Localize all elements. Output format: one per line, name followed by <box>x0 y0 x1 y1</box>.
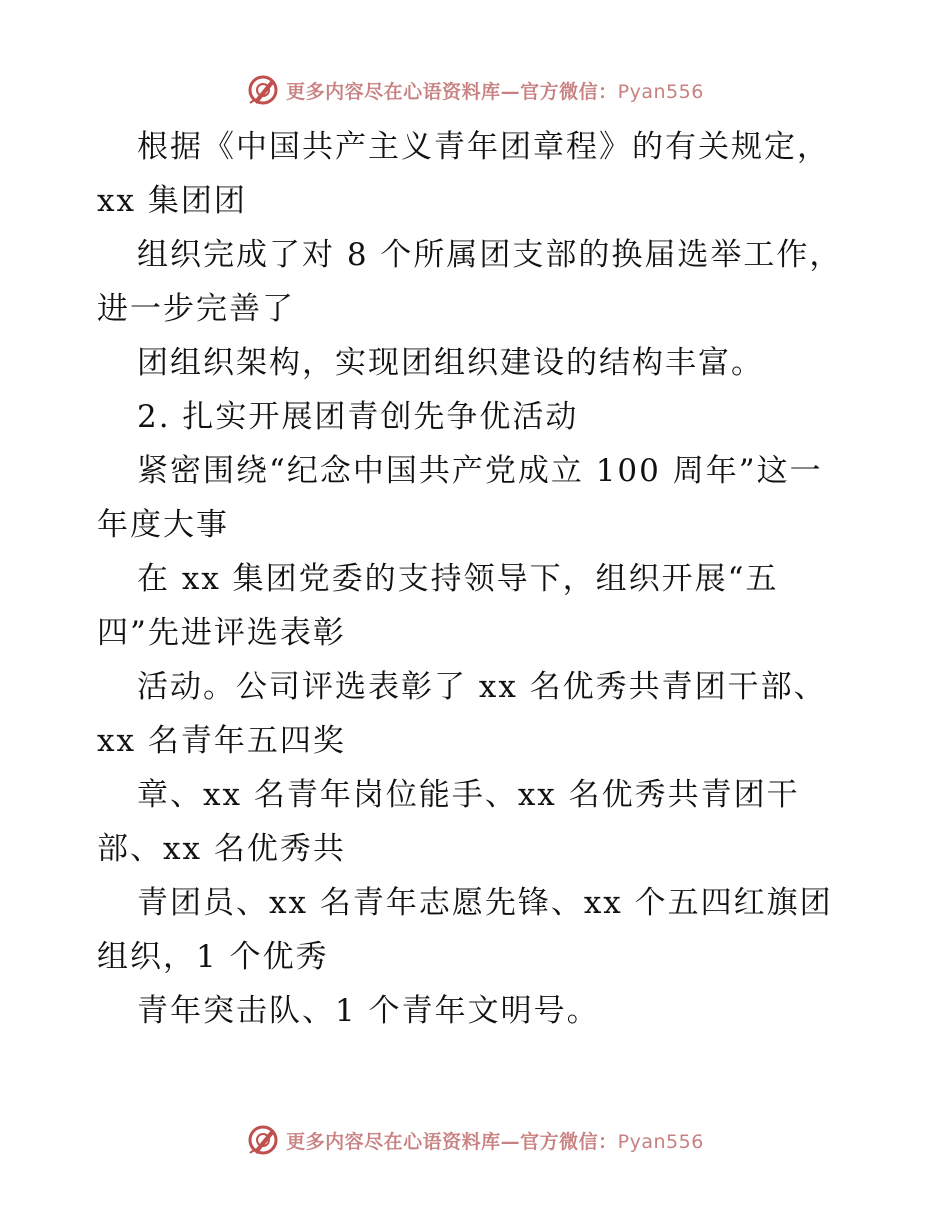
body-line: 青年突击队、1 个青年文明号。 <box>137 993 600 1029</box>
header-banner-text <box>286 77 704 104</box>
pen-logo-icon <box>246 1123 280 1157</box>
header-banner-inner <box>246 73 704 107</box>
section-heading: 2. 扎实开展团青创先争优活动 <box>137 399 579 435</box>
body-line: 根据《中国共产主义青年团章程》的有关规定， <box>137 129 830 165</box>
body-line: 年度大事 <box>97 507 229 543</box>
footer-banner-label: 更多内容尽在心语资料库—官方微信： <box>286 1130 618 1153</box>
body-line: 进一步完善了 <box>97 291 295 327</box>
header-banner <box>0 70 950 110</box>
document-body <box>97 120 857 1038</box>
header-banner-id: Pyan556 <box>617 80 704 103</box>
body-line: 青团员、xx 名青年志愿先锋、xx 个五四红旗团 <box>137 885 833 921</box>
body-line: 紧密围绕“纪念中国共产党成立 100 周年”这一 <box>137 453 823 489</box>
footer-banner-id: Pyan556 <box>617 1130 704 1153</box>
header-banner-label: 更多内容尽在心语资料库—官方微信： <box>286 80 618 103</box>
footer-banner <box>0 1120 950 1160</box>
body-line: 活动。公司评选表彰了 xx 名优秀共青团干部、 <box>137 669 827 705</box>
footer-banner-text <box>286 1127 704 1154</box>
footer-banner-inner <box>246 1123 704 1157</box>
body-line: 四”先进评选表彰 <box>97 615 346 651</box>
body-line: xx 集团团 <box>97 183 247 219</box>
body-line: xx 名青年五四奖 <box>97 723 346 759</box>
body-line: 章、xx 名青年岗位能手、xx 名优秀共青团干 <box>137 777 800 813</box>
body-line: 组织完成了对 8 个所属团支部的换届选举工作， <box>137 237 843 273</box>
body-line: 在 xx 集团党委的支持领导下，组织开展“五 <box>137 561 779 597</box>
body-line: 部、xx 名优秀共 <box>97 831 346 867</box>
pen-logo-icon <box>246 73 280 107</box>
body-line: 组织，1 个优秀 <box>97 939 329 975</box>
body-line: 团组织架构，实现团组织建设的结构丰富。 <box>137 345 764 381</box>
